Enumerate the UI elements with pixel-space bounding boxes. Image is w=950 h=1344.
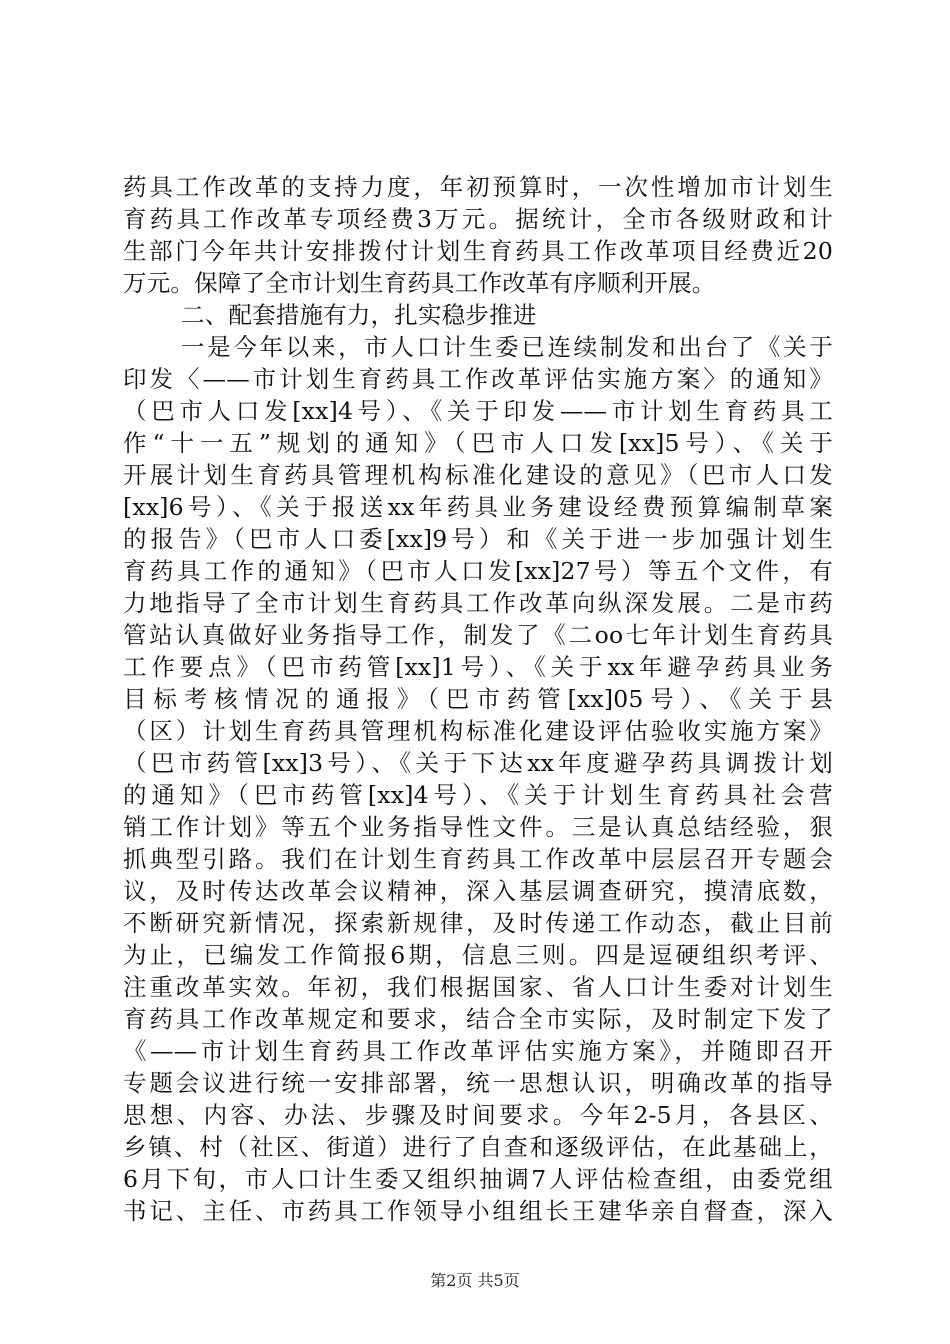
text-line: 的报告》（巴市人口委[xx]9号）和《关于进一步加强计划生 (123, 525, 833, 553)
text-line: 开展计划生育药具管理机构标准化建设的意见》（巴市人口发 (123, 461, 833, 489)
section-heading: 二、配套措施有力，扎实稳步推进 (181, 301, 537, 329)
text-line: 专题会议进行统一安排部署，统一思想认识，明确改革的指导 (123, 1069, 833, 1097)
text-line: 6月下旬，市人口计生委又组织抽调7人评估检查组，由委党组 (123, 1165, 833, 1193)
text-line: 工作要点》（巴市药管[xx]1号）、《关于xx年避孕药具业务 (123, 653, 833, 681)
text-line: 力地指导了全市计划生育药具工作改革向纵深发展。二是市药 (123, 589, 833, 617)
text-line: 一是今年以来，市人口计生委已连续制发和出台了《关于 (181, 333, 833, 361)
text-line: 育药具工作改革专项经费3万元。据统计，全市各级财政和计 (123, 205, 833, 233)
text-line: （巴市人口发[xx]4号）、《关于印发——市计划生育药具工 (123, 397, 833, 425)
text-line: 销工作计划》等五个业务指导性文件。三是认真总结经验，狠 (123, 813, 833, 841)
text-line: 注重改革实效。年初，我们根据国家、省人口计生委对计划生 (123, 973, 833, 1001)
text-line: 议，及时传达改革会议精神，深入基层调查研究，摸清底数， (123, 877, 833, 905)
text-line: 目标考核情况的通报》（巴市药管[xx]05号）、《关于县 (123, 685, 833, 713)
text-line: 生部门今年共计安排拨付计划生育药具工作改革项目经费近20 (123, 237, 833, 265)
text-line: （区）计划生育药具管理机构标准化建设评估验收实施方案》 (123, 717, 833, 745)
text-line: 药具工作改革的支持力度，年初预算时，一次性增加市计划生 (123, 173, 833, 201)
text-line: 《——市计划生育药具工作改革评估实施方案》，并随即召开 (123, 1037, 833, 1065)
text-line: 印发〈——市计划生育药具工作改革评估实施方案〉的通知》 (123, 365, 833, 393)
text-line: 抓典型引路。我们在计划生育药具工作改革中层层召开专题会 (123, 845, 833, 873)
document-body (123, 171, 833, 1227)
text-line: 育药具工作的通知》（巴市人口发[xx]27号）等五个文件，有 (123, 557, 833, 585)
text-line: [xx]6号）、《关于报送xx年药具业务建设经费预算编制草案 (123, 493, 833, 521)
text-line: 乡镇、村（社区、街道）进行了自查和逐级评估，在此基础上， (123, 1133, 833, 1161)
text-line: 管站认真做好业务指导工作，制发了《二oo七年计划生育药具 (123, 621, 833, 649)
page-footer (0, 1271, 950, 1291)
text-line: 育药具工作改革规定和要求，结合全市实际，及时制定下发了 (123, 1005, 833, 1033)
text-line: 书记、主任、市药具工作领导小组组长王建华亲自督查，深入 (123, 1197, 833, 1225)
text-line: 的通知》（巴市药管[xx]4号）、《关于计划生育药具社会营 (123, 781, 833, 809)
text-line: 不断研究新情况，探索新规律，及时传递工作动态，截止目前 (123, 909, 833, 937)
text-line: 作“十一五”规划的通知》（巴市人口发[xx]5号）、《关于 (123, 429, 833, 457)
text-line: 万元。保障了全市计划生育药具工作改革有序顺利开展。 (123, 269, 716, 297)
text-line: （巴市药管[xx]3号）、《关于下达xx年度避孕药具调拨计划 (123, 749, 833, 777)
text-line: 思想、内容、办法、步骤及时间要求。今年2-5月，各县区、 (123, 1101, 833, 1129)
text-line: 为止，已编发工作简报6期，信息三则。四是逗硬组织考评、 (123, 941, 833, 969)
page-number-label: 第2页 共5页 (430, 1271, 520, 1290)
